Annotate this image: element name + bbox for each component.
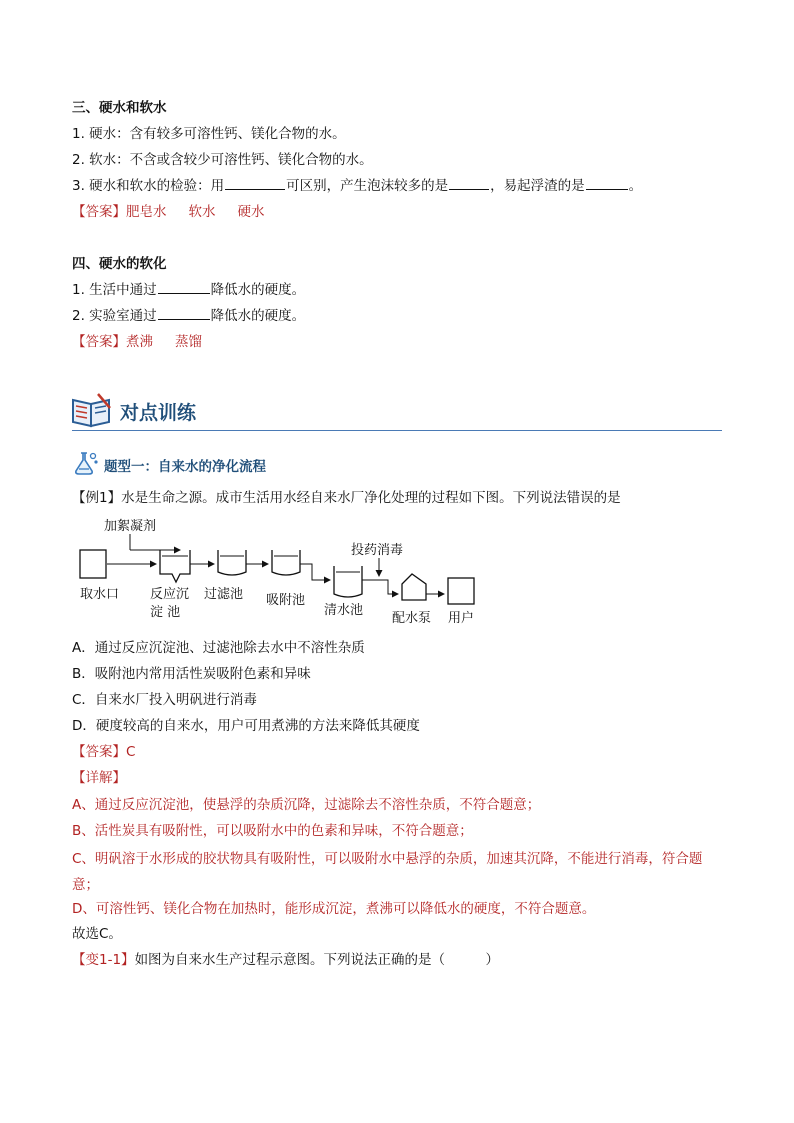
- sec4-line1: [72, 280, 305, 300]
- sec4-line1-part2: 降低水的硬度。: [210, 282, 306, 298]
- question-type-title: 题型一：自来水的净化流程: [104, 459, 266, 475]
- label-add-disinfectant: 投药消毒: [351, 543, 404, 558]
- label-filter-tank: 过滤池: [204, 587, 244, 602]
- water-purification-diagram: [72, 512, 492, 632]
- sec4-line2: [72, 306, 305, 326]
- sec3-line2: 2. 软水：不含或含较少可溶性钙、镁化合物的水。: [72, 152, 373, 168]
- answer-blank: [158, 280, 210, 294]
- variant-question: [72, 950, 499, 970]
- option-a: A．通过反应沉淀池、过滤池除去水中不溶性杂质: [72, 640, 365, 656]
- sec4-answer: [72, 332, 202, 352]
- detail-d: D、可溶性钙、镁化合物在加热时，能形成沉淀，煮沸可以降低水的硬度，不符合题意。: [72, 901, 596, 917]
- conclusion: 故选C。: [72, 926, 122, 942]
- variant-label: 【变1-1】: [72, 952, 135, 968]
- detail-c: C、明矾溶于水形成的胶状物具有吸附性，可以吸附水中悬浮的杂质，加速其沉降，不能进行消毒，符合题意；: [72, 851, 703, 893]
- sec3-line3-part4: 。: [628, 178, 643, 194]
- flask-icon: [72, 450, 100, 476]
- label-adsorption-tank: 吸附池: [266, 593, 306, 608]
- answer-label: 【答案】: [72, 204, 126, 220]
- label-intake: 取水口: [80, 587, 120, 602]
- sec4-line2-part2: 降低水的硬度。: [210, 308, 306, 324]
- sec4-line1-part1: 1. 生活中通过: [72, 282, 157, 298]
- example-label: 【例1】: [72, 490, 122, 506]
- answer-blank: [225, 176, 285, 190]
- answer-item: 硬水: [237, 204, 265, 220]
- sec3-line3: [72, 176, 642, 196]
- section-header-title: 对点训练: [120, 402, 197, 424]
- label-user: 用户: [448, 611, 475, 626]
- answer-item: 肥皂水: [126, 204, 167, 220]
- answer-item: 蒸馏: [175, 334, 202, 350]
- answer-item: 煮沸: [126, 334, 153, 350]
- section3-title: 三、硬水和软水: [72, 100, 167, 116]
- example-text: 水是生命之源。成市生活用水经自来水厂净化处理的过程如下图。下列说法错误的是: [121, 490, 621, 506]
- sec3-answer: [72, 202, 265, 222]
- answer-label: 【答案】: [72, 334, 126, 350]
- section4-title: 四、硬水的软化: [72, 256, 167, 272]
- option-c: C．自来水厂投入明矾进行消毒: [72, 692, 257, 708]
- answer-label: 【答案】: [72, 744, 126, 760]
- sec3-line3-part3: ，易起浮渣的是: [490, 178, 585, 194]
- sec3-line3-part1: 3. 硬水和软水的检验：用: [72, 178, 225, 194]
- node-intake: [80, 550, 106, 578]
- variant-text: 如图为自来水生产过程示意图。下列说法正确的是（ ）: [134, 952, 500, 968]
- label-clear-water-tank: 清水池: [324, 603, 364, 618]
- sec3-line3-part2: 可区别，产生泡沫较多的是: [286, 178, 449, 194]
- sec3-line1: 1. 硬水：含有较多可溶性钙、镁化合物的水。: [72, 126, 346, 142]
- detail-label: 【详解】: [72, 770, 126, 786]
- option-b: B．吸附池内常用活性炭吸附色素和异味: [72, 666, 311, 682]
- answer-blank: [449, 176, 489, 190]
- answer-blank: [158, 306, 210, 320]
- option-d: D．硬度较高的自来水，用户可用煮沸的方法来降低其硬度: [72, 718, 420, 734]
- example-question: [72, 488, 621, 508]
- label-reaction-tank-2: 淀 池: [150, 605, 181, 620]
- answer-item: 软水: [188, 204, 216, 220]
- detail-a: A、通过反应沉淀池，使悬浮的杂质沉降，过滤除去不溶性杂质，不符合题意；: [72, 797, 541, 813]
- book-icon: [70, 392, 114, 430]
- header-divider: [72, 430, 722, 431]
- label-add-flocculant: 加絮凝剂: [104, 519, 157, 534]
- detail-b: B、活性炭具有吸附性，可以吸附水中的色素和异味，不符合题意；: [72, 823, 473, 839]
- label-pump: 配水泵: [392, 611, 432, 626]
- answer-value: C: [126, 744, 136, 760]
- label-reaction-tank-1: 反应沉: [150, 587, 190, 602]
- answer-blank: [586, 176, 628, 190]
- sec4-line2-part1: 2. 实验室通过: [72, 308, 157, 324]
- example-answer: [72, 742, 135, 762]
